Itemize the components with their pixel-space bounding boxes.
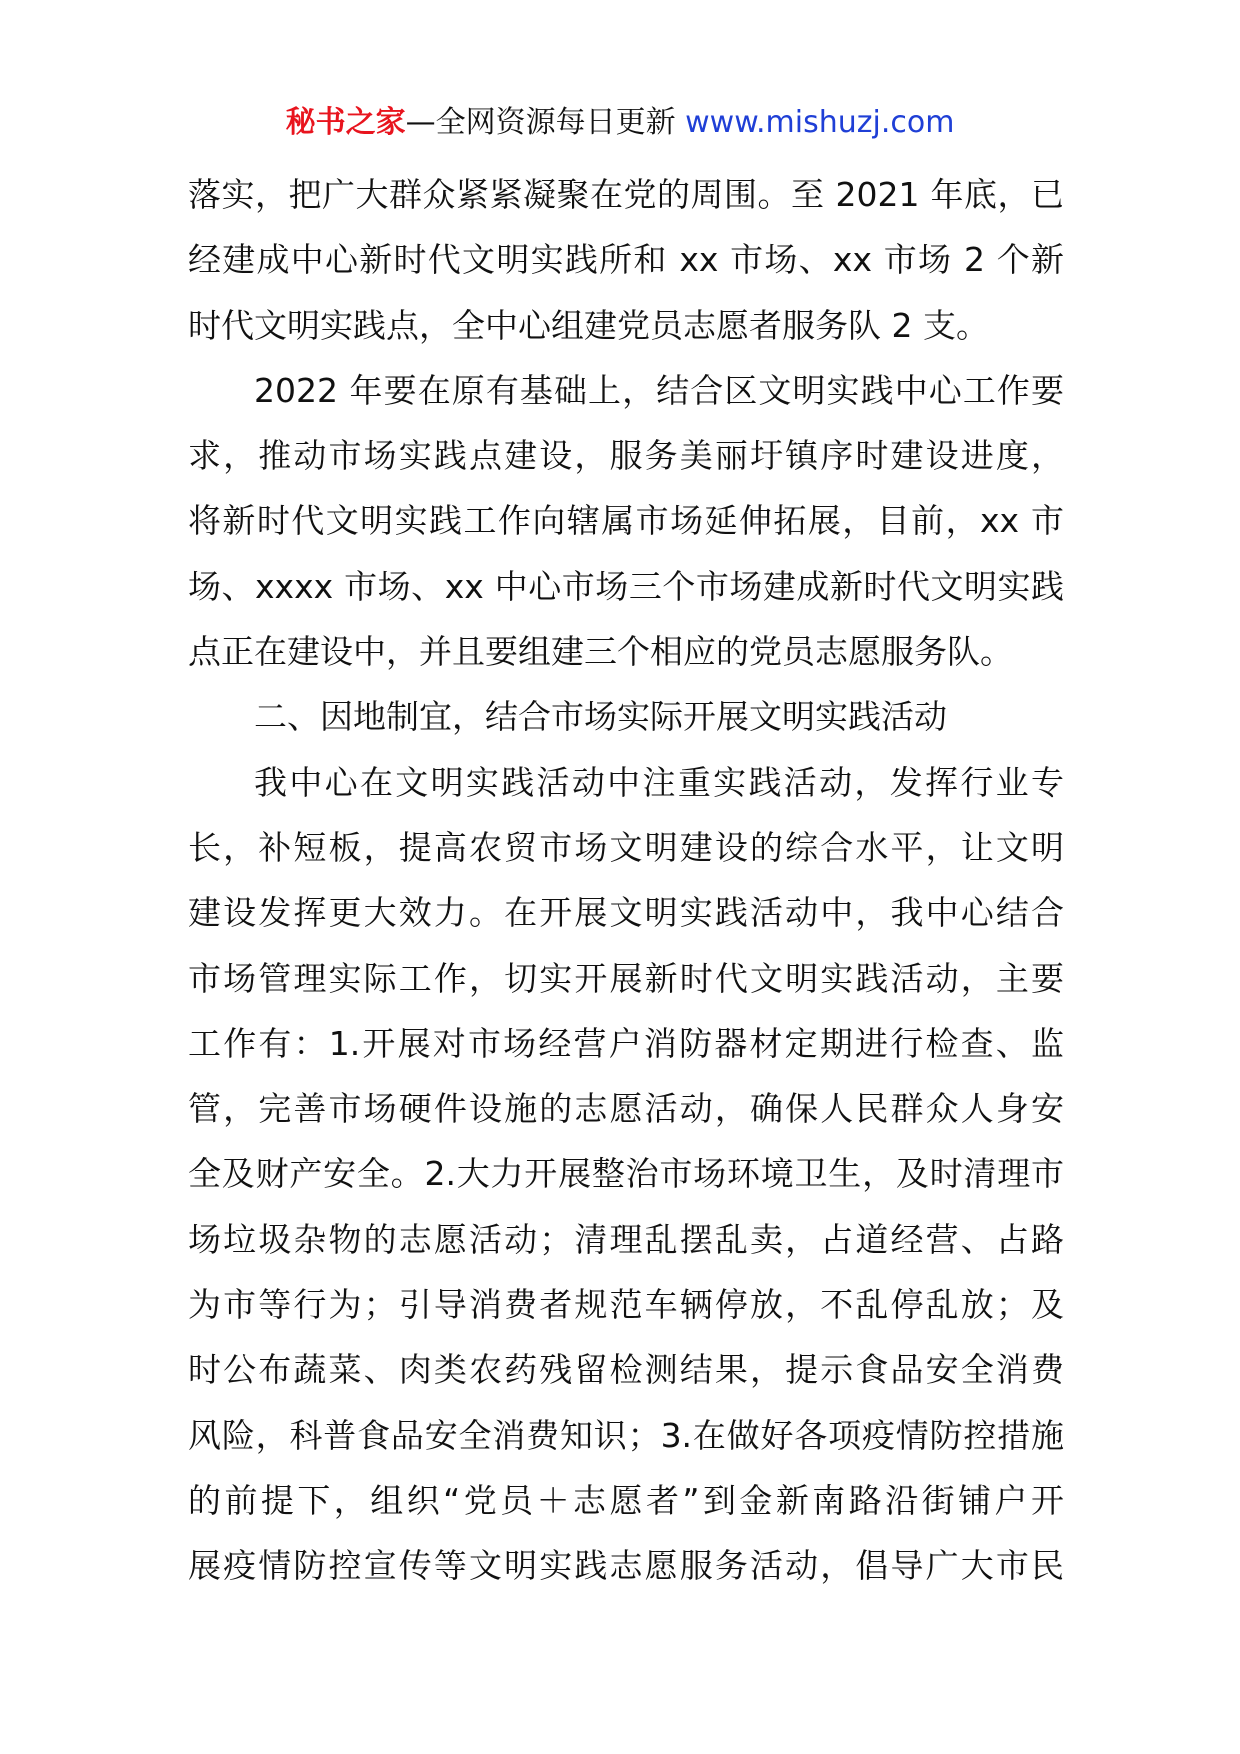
header-url-link[interactable]: www.mishuzj.com (685, 105, 955, 140)
text-line: 的前提下，组织“党员＋志愿者”到金新南路沿街铺户开 (188, 1480, 1064, 1520)
text-line: 市场管理实际工作，切实开展新时代文明实践活动，主要 (188, 958, 1064, 998)
section-heading: 二、因地制宜，结合市场实际开展文明实践活动 (254, 697, 947, 737)
text-line: 2022 年要在原有基础上，结合区文明实践中心工作要 (254, 370, 1064, 410)
text-line: 场、xxxx 市场、xx 中心市场三个市场建成新时代文明实践 (188, 566, 1064, 606)
text-line: 经建成中心新时代文明实践所和 xx 市场、xx 市场 2 个新 (188, 240, 1064, 280)
text-line: 时代文明实践点，全中心组建党员志愿者服务队 2 支。 (188, 305, 989, 345)
text-line: 建设发挥更大效力。在开展文明实践活动中，我中心结合 (188, 893, 1064, 933)
text-line: 为市等行为；引导消费者规范车辆停放，不乱停乱放；及 (188, 1285, 1064, 1325)
text-line: 风险，科普食品安全消费知识；3.在做好各项疫情防控措施 (188, 1415, 1064, 1455)
text-line: 展疫情防控宣传等文明实践志愿服务活动，倡导广大市民 (188, 1546, 1064, 1586)
document-body (188, 162, 1064, 1599)
text-line: 我中心在文明实践活动中注重实践活动，发挥行业专 (254, 762, 1064, 802)
text-line: 落实，把广大群众紧紧凝聚在党的周围。至 2021 年底，已 (188, 175, 1064, 214)
text-line: 全及财产安全。2.大力开展整治市场环境卫生，及时清理市 (188, 1154, 1064, 1194)
text-line: 工作有：1.开展对市场经营户消防器材定期进行检查、监 (188, 1023, 1064, 1063)
text-line: 将新时代文明实践工作向辖属市场延伸拓展，目前，xx 市 (188, 501, 1064, 541)
header-dash: — (405, 105, 436, 140)
text-line: 长，补短板，提高农贸市场文明建设的综合水平，让文明 (188, 827, 1064, 867)
text-line: 点正在建设中，并且要组建三个相应的党员志愿服务队。 (188, 632, 1013, 672)
header-tagline: 全网资源每日更新 (435, 105, 686, 140)
text-line: 求，推动市场实践点建设，服务美丽圩镇序时建设进度， (188, 436, 1064, 476)
text-line: 时公布蔬菜、肉类农药残留检测结果，提示食品安全消费 (188, 1350, 1064, 1390)
text-line: 场垃圾杂物的志愿活动；清理乱摆乱卖，占道经营、占路 (188, 1219, 1064, 1259)
brand-name: 秘书之家 (285, 105, 406, 140)
document-header (0, 100, 1240, 146)
text-line: 管，完善市场硬件设施的志愿活动，确保人民群众人身安 (188, 1089, 1064, 1129)
